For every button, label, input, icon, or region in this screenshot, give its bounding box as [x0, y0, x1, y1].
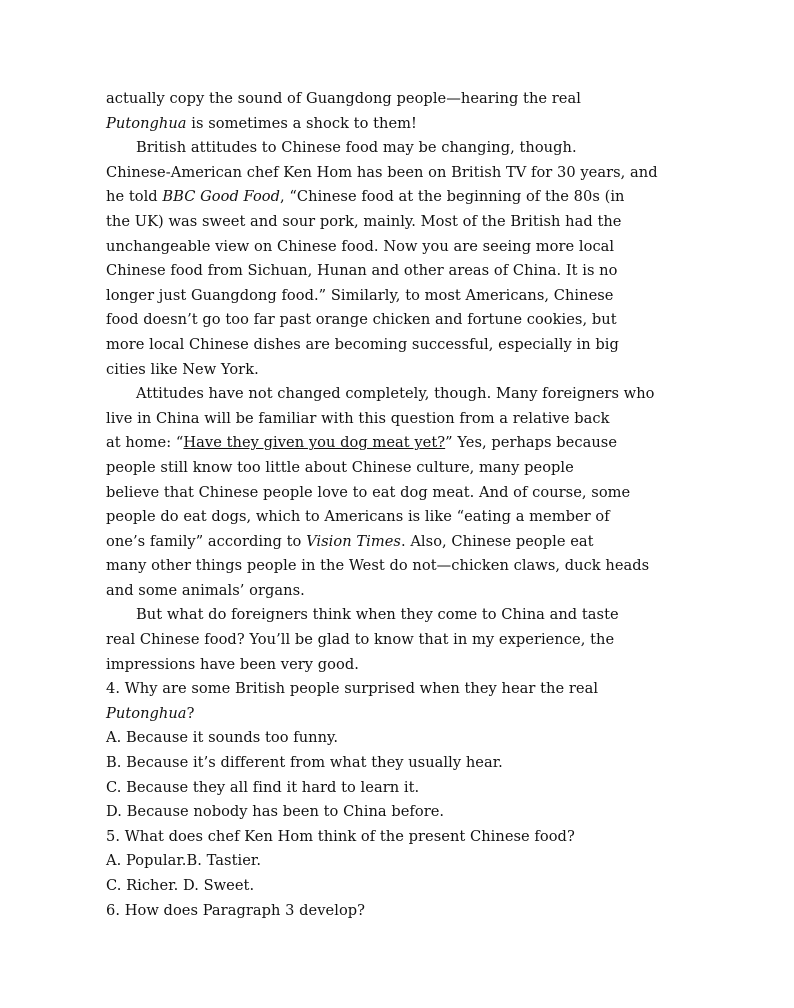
text-run: unchangeable view on Chinese food. Now you are seeing more local — [106, 237, 615, 255]
text-line — [106, 284, 686, 309]
italic-title: Putonghua — [106, 114, 187, 132]
question-4-stem — [106, 677, 686, 726]
italic-title: Vision Times — [306, 532, 401, 550]
text-run: longer just Guangdong food.” Similarly, to most Americans, Chinese — [106, 286, 614, 304]
text-line — [106, 628, 686, 653]
text-line — [106, 456, 686, 481]
text-run: more local Chinese dishes are becoming successful, especially in big — [106, 335, 619, 353]
question-4-option-a[interactable]: A. Because it sounds too funny. — [106, 729, 339, 747]
text-run: real Chinese food? You’ll be glad to know that in my experience, the — [106, 631, 615, 649]
text-run: ? — [186, 704, 195, 722]
text-run: Attitudes have not changed completely, though. Many foreigners who — [136, 385, 655, 403]
text-run: Chinese food from Sichuan, Hunan and other areas of China. It is no — [106, 262, 618, 280]
text-line — [106, 210, 686, 235]
question-4-option-d[interactable]: D. Because nobody has been to China before. — [106, 803, 445, 821]
question-4 — [106, 677, 686, 825]
document-page — [106, 87, 686, 923]
passage — [106, 87, 686, 677]
paragraph-2 — [106, 136, 686, 382]
text-line — [106, 481, 686, 506]
questions — [106, 677, 686, 923]
text-run: one’s family” according to — [106, 532, 307, 550]
text-run: he told — [106, 188, 163, 206]
text-line — [106, 554, 686, 579]
text-run: , “Chinese food at the beginning of the 80s (in — [280, 188, 625, 206]
text-run: and some animals’ organs. — [106, 581, 305, 599]
text-line — [106, 530, 686, 555]
text-run: people do eat dogs, which to Americans is like “eating a member of — [106, 508, 610, 526]
text-line — [106, 677, 686, 702]
italic-title: Putonghua — [106, 704, 187, 722]
text-line — [106, 358, 686, 383]
text-line — [106, 333, 686, 358]
paragraph-3 — [106, 382, 686, 603]
paragraph-1 — [106, 87, 686, 136]
text-run: many other things people in the West do not—chicken claws, duck heads — [106, 557, 650, 575]
text-line — [106, 579, 686, 604]
question-5-options-ab[interactable]: A. Popular.B. Tastier. — [106, 852, 262, 870]
text-line — [106, 185, 686, 210]
italic-title: BBC Good Food — [162, 188, 281, 206]
text-line — [106, 112, 686, 137]
paragraph-4 — [106, 603, 686, 677]
question-5-options-cd[interactable]: C. Richer. D. Sweet. — [106, 877, 255, 894]
text-run: the UK) was sweet and sour pork, mainly. Most of the British had the — [106, 212, 622, 230]
text-line — [106, 505, 686, 530]
question-6 — [106, 899, 686, 924]
text-line — [106, 161, 686, 186]
text-run: ” Yes, perhaps because — [445, 434, 618, 452]
text-line — [106, 87, 686, 112]
question-6-stem — [106, 899, 686, 924]
text-run: British attitudes to Chinese food may be changing, though. — [136, 139, 577, 157]
text-line — [106, 382, 686, 407]
text-line — [106, 235, 686, 260]
text-line — [106, 603, 686, 628]
text-run: 6. How does Paragraph 3 develop? — [106, 901, 366, 919]
question-5-stem — [106, 825, 686, 850]
text-line — [106, 407, 686, 432]
question-4-option-c[interactable]: C. Because they all find it hard to learn it. — [106, 778, 420, 796]
text-run: at home: “ — [106, 434, 184, 452]
text-run: . Also, Chinese people eat — [400, 532, 594, 550]
text-line — [106, 431, 686, 456]
text-run: people still know too little about Chinese culture, many people — [106, 458, 574, 476]
text-line — [106, 653, 686, 678]
underlined-quote: Have they given you dog meat yet? — [183, 434, 446, 452]
text-run: believe that Chinese people love to eat dog meat. And of course, some — [106, 483, 631, 501]
text-run: cities like New York. — [106, 360, 259, 378]
text-run: But what do foreigners think when they come to China and taste — [136, 606, 619, 624]
text-line — [106, 825, 686, 850]
text-line — [106, 308, 686, 333]
text-run: impressions have been very good. — [106, 655, 359, 673]
text-run: actually copy the sound of Guangdong people—hearing the real — [106, 90, 581, 107]
text-line — [106, 702, 686, 727]
text-line — [106, 136, 686, 161]
text-run: live in China will be familiar with this question from a relative back — [106, 409, 610, 427]
text-run: 5. What does chef Ken Hom think of the present Chinese food? — [106, 827, 575, 845]
text-run: 4. Why are some British people surprised when they hear the real — [106, 680, 599, 698]
text-run: is sometimes a shock to them! — [186, 114, 417, 132]
text-line — [106, 899, 686, 924]
text-line — [106, 259, 686, 284]
text-run: Chinese-American chef Ken Hom has been on British TV for 30 years, and — [106, 163, 658, 181]
question-5 — [106, 825, 686, 899]
text-run: food doesn’t go too far past orange chicken and fortune cookies, but — [106, 311, 617, 329]
question-4-option-b[interactable]: B. Because it’s different from what they usually hear. — [106, 754, 503, 772]
